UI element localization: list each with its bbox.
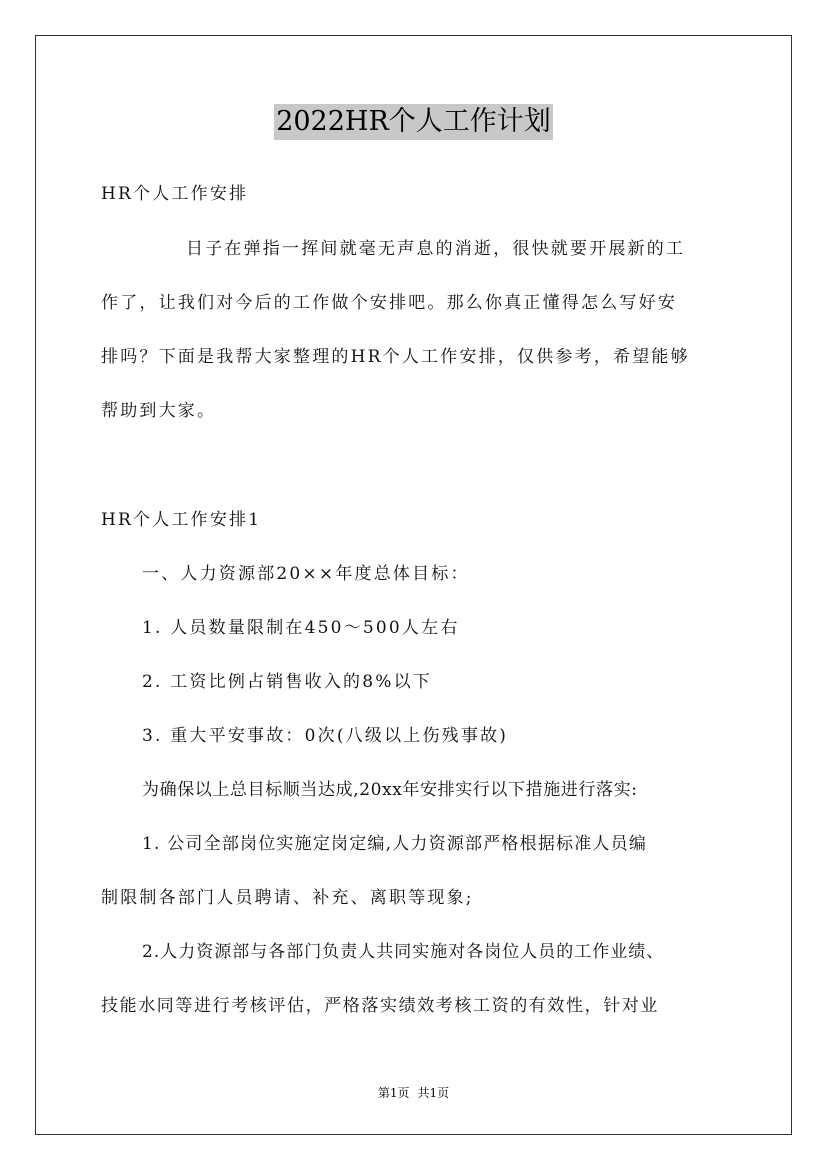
list-item: 3. 重大平安事故：0次(八级以上伤残事故) — [142, 726, 509, 746]
title-container — [0, 104, 827, 140]
page-footer — [0, 1084, 827, 1101]
paragraph-line: 一、人力资源部20××年度总体目标： — [142, 564, 470, 584]
page-total: 共1页 — [417, 1086, 450, 1100]
paragraph-line: 日子在弹指一挥间就毫无声息的消逝，很快就要开展新的工 — [186, 239, 686, 259]
list-item: 1. 人员数量限制在450～500人左右 — [142, 618, 460, 638]
paragraph-line: 技能水同等进行考核评估，严格落实绩效考核工资的有效性，针对业 — [101, 996, 659, 1016]
paragraph-line: 帮助到大家。 — [101, 401, 217, 421]
list-item: 1. 公司全部岗位实施定岗定编,人力资源部严格根据标准人员编 — [142, 834, 648, 854]
paragraph-line: 作了，让我们对今后的工作做个安排吧。那么你真正懂得怎么写好安 — [101, 293, 677, 313]
section-heading: HR个人工作安排 — [101, 184, 249, 204]
paragraph-line: 制限制各部门人员聘请、补充、离职等现象; — [101, 888, 474, 908]
paragraph-line: 排吗？下面是我帮大家整理的HR个人工作安排，仅供参考，希望能够 — [101, 347, 690, 367]
page-number: 第1页 — [377, 1086, 410, 1100]
list-item: 2.人力资源部与各部门负责人共同实施对各岗位人员的工作业绩、 — [142, 942, 665, 962]
document-title: 2022HR个人工作计划 — [274, 104, 553, 140]
section-heading: HR个人工作安排1 — [101, 510, 262, 530]
paragraph-line: 为确保以上总目标顺当达成,20xx年安排实行以下措施进行落实: — [142, 780, 638, 800]
list-item: 2. 工资比例占销售收入的8%以下 — [142, 672, 432, 692]
